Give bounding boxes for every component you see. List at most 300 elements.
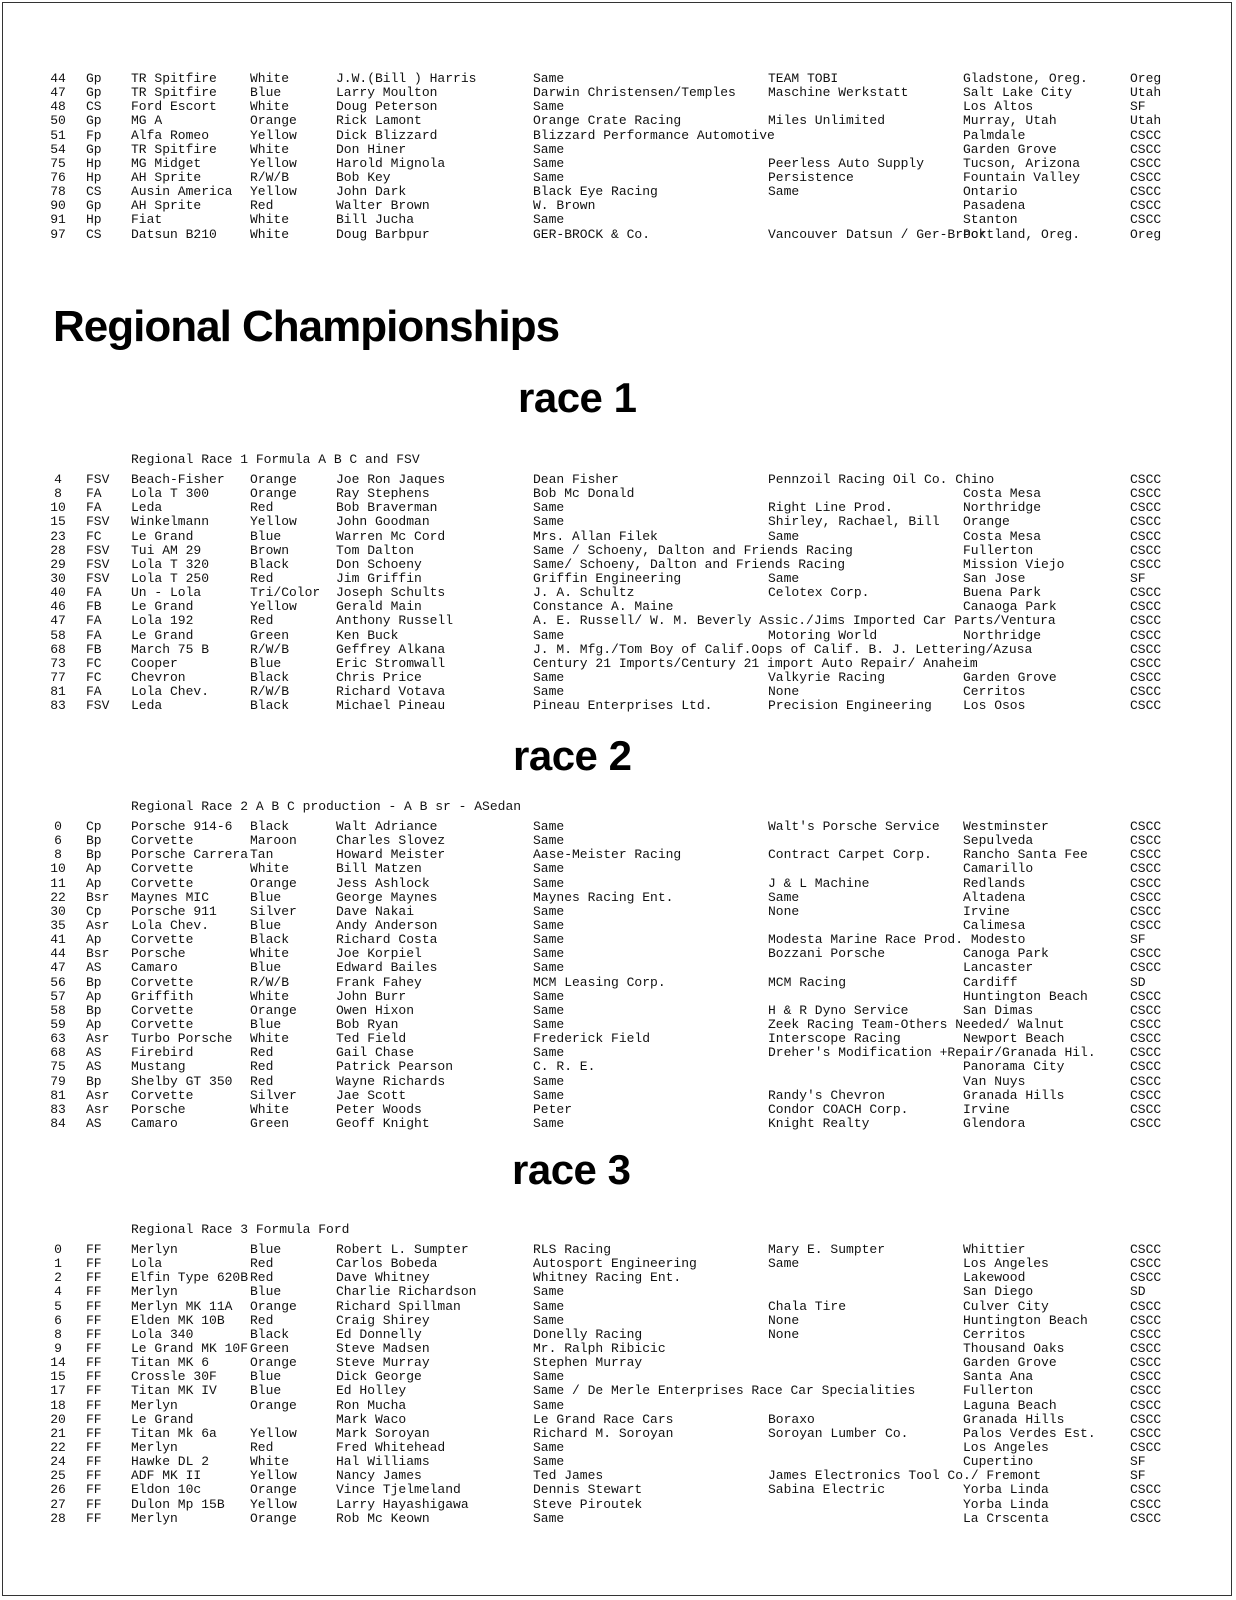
region-cell: CSCC <box>1130 1045 1162 1061</box>
color-cell: Black <box>250 556 290 572</box>
class-cell: FF <box>86 1256 102 1272</box>
car-make-cell: AH Sprite <box>131 169 202 185</box>
region-cell: CSCC <box>1130 141 1162 157</box>
sponsor-cell: Maschine Werkstatt <box>768 85 909 101</box>
city-cell: Cerritos <box>963 1326 1026 1342</box>
class-cell: FF <box>86 1496 102 1512</box>
city-cell: Granada Hills <box>963 1411 1065 1427</box>
sponsor-cell: Same <box>768 528 800 544</box>
table-row <box>0 1004 1236 1018</box>
race-1-subtitle: Regional Race 1 Formula A B C and FSV <box>131 452 420 467</box>
city-cell: Garden Grove <box>963 141 1057 157</box>
entrant-cell: Same <box>533 1002 565 1018</box>
color-cell: Orange <box>250 1298 297 1314</box>
region-cell: CSCC <box>1130 655 1162 671</box>
color-cell: R/W/B <box>250 974 290 990</box>
class-cell: Hp <box>86 155 102 171</box>
entrant-cell: C. R. E. <box>533 1059 596 1075</box>
class-cell: Gp <box>86 71 102 86</box>
sponsor-cell: Pennzoil Racing Oil Co. Chino <box>768 472 995 487</box>
city-cell: Irvine <box>963 1101 1010 1117</box>
table-row <box>0 129 1236 143</box>
entrant-cell: Richard M. Soroyan <box>533 1425 674 1441</box>
entrant-cell: Same/ Schoeny, Dalton and Friends Racing <box>533 556 846 572</box>
driver-cell: Carlos Bobeda <box>336 1256 438 1272</box>
table-row <box>0 1512 1236 1526</box>
table-row <box>0 1356 1236 1370</box>
city-cell: Westminster <box>963 819 1049 834</box>
table-row <box>0 586 1236 600</box>
entry-table-top <box>0 72 1236 242</box>
car-number-cell: 25 <box>50 1468 66 1484</box>
city-cell: Costa Mesa <box>963 528 1042 544</box>
table-row <box>0 947 1236 961</box>
driver-cell: Rick Lamont <box>336 113 422 129</box>
entrant-cell: Stephen Murray <box>533 1355 643 1371</box>
region-cell: CSCC <box>1130 1101 1162 1117</box>
city-cell: Murray, Utah <box>963 113 1057 129</box>
region-cell: CSCC <box>1130 861 1162 877</box>
driver-cell: Jae Scott <box>336 1087 407 1103</box>
entrant-cell: Same <box>533 960 565 976</box>
entrant-cell: Same <box>533 946 565 962</box>
entrant-cell: Same <box>533 71 565 86</box>
table-row <box>0 933 1236 947</box>
driver-cell: Anthony Russell <box>336 613 454 629</box>
car-make-cell: Camaro <box>131 960 178 976</box>
table-row <box>0 629 1236 643</box>
entrant-cell: Mrs. Allan Filek <box>533 528 658 544</box>
color-cell: Blue <box>250 889 282 905</box>
class-cell: FSV <box>86 514 110 530</box>
car-number-cell: 8 <box>54 847 62 863</box>
table-row <box>0 213 1236 227</box>
car-number-cell: 77 <box>50 669 66 685</box>
color-cell: White <box>250 99 290 115</box>
car-number-cell: 46 <box>50 599 66 615</box>
car-make-cell: TR Spitfire <box>131 85 217 101</box>
entrant-cell: Same <box>533 212 565 228</box>
class-cell: Bp <box>86 833 102 849</box>
region-cell: CSCC <box>1130 1115 1162 1131</box>
race-2-subtitle: Regional Race 2 A B C production - A B sr - ASedan <box>131 799 522 814</box>
color-cell: Blue <box>250 85 282 101</box>
driver-cell: Larry Moulton <box>336 85 438 101</box>
table-row <box>0 685 1236 699</box>
class-cell: Hp <box>86 212 102 228</box>
color-cell: Green <box>250 1340 290 1356</box>
driver-cell: Don Schoeny <box>336 556 422 572</box>
car-number-cell: 68 <box>50 1045 66 1061</box>
city-cell: Redlands <box>963 875 1026 891</box>
entrant-cell: Maynes Racing Ent. <box>533 889 674 905</box>
sponsor-cell: Miles Unlimited <box>768 113 886 129</box>
class-cell: FA <box>86 486 102 502</box>
sponsor-cell: MCM Racing <box>768 974 847 990</box>
car-make-cell: Beach-Fisher <box>131 472 225 487</box>
table-row <box>0 1413 1236 1427</box>
city-cell: Gladstone, Oreg. <box>963 71 1088 86</box>
region-cell: CSCC <box>1130 1059 1162 1075</box>
city-cell: Tucson, Arizona <box>963 155 1081 171</box>
entrant-cell: Century 21 Imports/Century 21 import Auto Repair/ Anaheim <box>533 655 978 671</box>
entrant-cell: Same <box>533 1087 565 1103</box>
color-cell: White <box>250 212 290 228</box>
region-cell: CSCC <box>1130 960 1162 976</box>
color-cell: Black <box>250 698 290 714</box>
region-cell: CSCC <box>1130 641 1162 657</box>
driver-cell: Richard Costa <box>336 932 438 948</box>
driver-cell: Jess Ashlock <box>336 875 430 891</box>
color-cell: Yellow <box>250 184 297 200</box>
entrant-cell: Same <box>533 99 565 115</box>
city-cell: Orange <box>963 514 1010 530</box>
color-cell: Tri/Color <box>250 585 321 601</box>
car-number-cell: 40 <box>50 585 66 601</box>
entrant-cell: Same <box>533 1115 565 1131</box>
city-cell: Panorama City <box>963 1059 1065 1075</box>
entrant-cell: Same <box>533 1016 565 1032</box>
car-make-cell: Leda <box>131 698 163 714</box>
car-number-cell: 84 <box>50 1115 66 1131</box>
region-cell: CSCC <box>1130 613 1162 629</box>
color-cell: Black <box>250 1326 290 1342</box>
class-cell: Asr <box>86 1101 110 1117</box>
class-cell: Gp <box>86 113 102 129</box>
entrant-cell: Peter <box>533 1101 573 1117</box>
class-cell: FF <box>86 1482 102 1498</box>
class-cell: FC <box>86 669 102 685</box>
car-number-cell: 81 <box>50 684 66 700</box>
table-row <box>0 86 1236 100</box>
table-row <box>0 185 1236 199</box>
table-row <box>0 1469 1236 1483</box>
region-cell: CSCC <box>1130 155 1162 171</box>
color-cell: Black <box>250 932 290 948</box>
region-cell: CSCC <box>1130 1326 1162 1342</box>
region-cell: CSCC <box>1130 1383 1162 1399</box>
class-cell: FF <box>86 1397 102 1413</box>
city-cell: Newport Beach <box>963 1031 1065 1047</box>
class-cell: FF <box>86 1468 102 1484</box>
class-cell: FF <box>86 1312 102 1328</box>
region-cell: CSCC <box>1130 556 1162 572</box>
region-cell: CSCC <box>1130 1369 1162 1385</box>
driver-cell: Ron Mucha <box>336 1397 407 1413</box>
driver-cell: Dave Whitney <box>336 1270 430 1286</box>
entrant-cell: Same <box>533 1454 565 1470</box>
entrant-cell: Same <box>533 1045 565 1061</box>
city-cell: Fullerton <box>963 1383 1034 1399</box>
city-cell: Yorba Linda <box>963 1496 1049 1512</box>
city-cell: San Jose <box>963 570 1026 586</box>
table-row <box>0 834 1236 848</box>
car-make-cell: Porsche Carrera <box>131 847 249 863</box>
table-row <box>0 1089 1236 1103</box>
city-cell: La Crscenta <box>963 1510 1049 1526</box>
table-row <box>0 820 1236 834</box>
city-cell: Glendora <box>963 1115 1026 1131</box>
region-cell: CSCC <box>1130 528 1162 544</box>
car-number-cell: 58 <box>50 1002 66 1018</box>
class-cell: FF <box>86 1340 102 1356</box>
entrant-cell: Pineau Enterprises Ltd. <box>533 698 713 714</box>
driver-cell: Bob Key <box>336 169 391 185</box>
sponsor-cell: Knight Realty <box>768 1115 870 1131</box>
entrant-cell: Same <box>533 141 565 157</box>
region-cell: CSCC <box>1130 698 1162 714</box>
color-cell: Blue <box>250 1016 282 1032</box>
car-number-cell: 11 <box>50 875 66 891</box>
driver-cell: Frank Fahey <box>336 974 422 990</box>
color-cell: Orange <box>250 1397 297 1413</box>
table-row <box>0 228 1236 242</box>
city-cell: Costa Mesa <box>963 486 1042 502</box>
table-row <box>0 544 1236 558</box>
region-cell: SF <box>1130 1468 1146 1484</box>
car-make-cell: Titan MK IV <box>131 1383 217 1399</box>
city-cell: Ontario <box>963 184 1018 200</box>
sponsor-cell: Interscope Racing <box>768 1031 901 1047</box>
city-cell: Laguna Beach <box>963 1397 1057 1413</box>
class-cell: CS <box>86 99 102 115</box>
region-cell: CSCC <box>1130 1256 1162 1272</box>
car-make-cell: Elden MK 10B <box>131 1312 225 1328</box>
entrant-cell: Frederick Field <box>533 1031 651 1047</box>
region-cell: CSCC <box>1130 833 1162 849</box>
table-row <box>0 1103 1236 1117</box>
driver-cell: Chris Price <box>336 669 422 685</box>
car-number-cell: 29 <box>50 556 66 572</box>
entrant-cell: Whitney Racing Ent. <box>533 1270 682 1286</box>
city-cell: Portland, Oreg. <box>963 226 1081 242</box>
driver-cell: Howard Meister <box>336 847 446 863</box>
driver-cell: Wayne Richards <box>336 1073 446 1089</box>
city-cell: Camarillo <box>963 861 1034 877</box>
driver-cell: Charles Slovez <box>336 833 446 849</box>
city-cell: Fullerton <box>963 542 1034 558</box>
city-cell: Rancho Santa Fee <box>963 847 1088 863</box>
table-row <box>0 1243 1236 1257</box>
car-number-cell: 51 <box>50 127 66 143</box>
city-cell: Lakewood <box>963 1270 1026 1286</box>
table-row <box>0 1257 1236 1271</box>
table-row <box>0 1427 1236 1441</box>
table-row <box>0 1271 1236 1285</box>
region-cell: CSCC <box>1130 627 1162 643</box>
car-make-cell: Corvette <box>131 1002 194 1018</box>
table-row <box>0 1483 1236 1497</box>
class-cell: Hp <box>86 169 102 185</box>
city-cell: Fountain Valley <box>963 169 1081 185</box>
driver-cell: Joe Ron Jaques <box>336 472 446 487</box>
car-number-cell: 30 <box>50 903 66 919</box>
entrant-cell: Same <box>533 833 565 849</box>
sponsor-cell: None <box>768 903 800 919</box>
color-cell: Red <box>250 613 274 629</box>
entrant-cell: Same <box>533 988 565 1004</box>
city-cell: Huntington Beach <box>963 988 1088 1004</box>
class-cell: FF <box>86 1326 102 1342</box>
color-cell: White <box>250 1454 290 1470</box>
car-number-cell: 48 <box>50 99 66 115</box>
table-row <box>0 72 1236 86</box>
driver-cell: Doug Barbpur <box>336 226 430 242</box>
car-number-cell: 68 <box>50 641 66 657</box>
region-cell: CSCC <box>1130 472 1162 487</box>
sponsor-cell: J & L Machine <box>768 875 870 891</box>
entrant-cell: Same <box>533 932 565 948</box>
color-cell: Blue <box>250 1369 282 1385</box>
class-cell: Asr <box>86 1087 110 1103</box>
driver-cell: J.W.(Bill ) Harris <box>336 71 477 86</box>
class-cell: FA <box>86 627 102 643</box>
entrant-cell: Same / De Merle Enterprises Race Car Specialities <box>533 1383 916 1399</box>
region-cell: Utah <box>1130 85 1162 101</box>
class-cell: FF <box>86 1369 102 1385</box>
sponsor-cell: Randy's Chevron <box>768 1087 886 1103</box>
car-make-cell: Lola T 250 <box>131 570 210 586</box>
driver-cell: Walt Adriance <box>336 819 438 834</box>
region-cell: CSCC <box>1130 903 1162 919</box>
city-cell: Culver City <box>963 1298 1049 1314</box>
car-make-cell: Winkelmann <box>131 514 210 530</box>
sponsor-cell: Modesta Marine Race Prod. Modesto <box>768 932 1026 948</box>
table-row <box>0 657 1236 671</box>
car-number-cell: 78 <box>50 184 66 200</box>
color-cell: Black <box>250 669 290 685</box>
city-cell: Thousand Oaks <box>963 1340 1065 1356</box>
car-number-cell: 1 <box>54 1256 62 1272</box>
class-cell: FF <box>86 1270 102 1286</box>
car-number-cell: 54 <box>50 141 66 157</box>
car-make-cell: Ford Escort <box>131 99 217 115</box>
city-cell: Van Nuys <box>963 1073 1026 1089</box>
car-make-cell: Chevron <box>131 669 186 685</box>
table-row <box>0 199 1236 213</box>
table-row <box>0 1384 1236 1398</box>
region-cell: CSCC <box>1130 1031 1162 1047</box>
driver-cell: Gail Chase <box>336 1045 415 1061</box>
car-make-cell: Porsche 914-6 <box>131 819 233 834</box>
driver-cell: John Burr <box>336 988 407 1004</box>
region-cell: SF <box>1130 570 1146 586</box>
region-cell: CSCC <box>1130 684 1162 700</box>
entrant-cell: Griffin Engineering <box>533 570 682 586</box>
driver-cell: Jim Griffin <box>336 570 422 586</box>
driver-cell: Dick George <box>336 1369 422 1385</box>
driver-cell: Ray Stephens <box>336 486 430 502</box>
car-make-cell: Merlyn <box>131 1397 178 1413</box>
car-make-cell: Le Grand <box>131 1411 194 1427</box>
car-make-cell: TR Spitfire <box>131 71 217 86</box>
car-make-cell: Griffith <box>131 988 194 1004</box>
driver-cell: Rob Mc Keown <box>336 1510 430 1526</box>
sponsor-cell: Walt's Porsche Service <box>768 819 940 834</box>
color-cell: Red <box>250 1439 274 1455</box>
entrant-cell: Donelly Racing <box>533 1326 643 1342</box>
color-cell: Yellow <box>250 1425 297 1441</box>
sponsor-cell: Dreher's Modification +Repair/Granada Hil. <box>768 1045 1096 1061</box>
class-cell: FF <box>86 1411 102 1427</box>
entrant-cell: Same <box>533 1510 565 1526</box>
region-cell: CSCC <box>1130 917 1162 933</box>
region-cell: CSCC <box>1130 1340 1162 1356</box>
table-row <box>0 1370 1236 1384</box>
table-row <box>0 614 1236 628</box>
color-cell: Silver <box>250 903 297 919</box>
car-number-cell: 26 <box>50 1482 66 1498</box>
car-make-cell: Cooper <box>131 655 178 671</box>
class-cell: Bsr <box>86 946 110 962</box>
city-cell: Pasadena <box>963 198 1026 214</box>
color-cell: Red <box>250 1312 274 1328</box>
class-cell: FA <box>86 684 102 700</box>
region-cell: CSCC <box>1130 669 1162 685</box>
car-make-cell: Mustang <box>131 1059 186 1075</box>
region-cell: CSCC <box>1130 599 1162 615</box>
region-cell: CSCC <box>1130 212 1162 228</box>
entrant-cell: Autosport Engineering <box>533 1256 697 1272</box>
car-number-cell: 83 <box>50 1101 66 1117</box>
color-cell: Brown <box>250 542 290 558</box>
class-cell: FSV <box>86 472 110 487</box>
table-row <box>0 1455 1236 1469</box>
table-row <box>0 990 1236 1004</box>
driver-cell: Walter Brown <box>336 198 430 214</box>
car-make-cell: March 75 B <box>131 641 210 657</box>
city-cell: Santa Ana <box>963 1369 1034 1385</box>
sponsor-cell: H & R Dyno Service <box>768 1002 909 1018</box>
sponsor-cell: Bozzani Porsche <box>768 946 886 962</box>
entrant-cell: Same <box>533 1312 565 1328</box>
table-row <box>0 1117 1236 1131</box>
table-row <box>0 671 1236 685</box>
color-cell: Red <box>250 198 274 214</box>
color-cell: Yellow <box>250 1468 297 1484</box>
region-cell: CSCC <box>1130 847 1162 863</box>
region-cell: CSCC <box>1130 1355 1162 1371</box>
city-cell: San Diego <box>963 1284 1034 1300</box>
region-cell: CSCC <box>1130 500 1162 516</box>
car-number-cell: 18 <box>50 1397 66 1413</box>
car-make-cell: Shelby GT 350 <box>131 1073 233 1089</box>
car-make-cell: AH Sprite <box>131 198 202 214</box>
car-make-cell: Tui AM 29 <box>131 542 202 558</box>
car-number-cell: 14 <box>50 1355 66 1371</box>
driver-cell: Peter Woods <box>336 1101 422 1117</box>
car-number-cell: 97 <box>50 226 66 242</box>
table-row <box>0 1498 1236 1512</box>
car-make-cell: Corvette <box>131 1087 194 1103</box>
color-cell: Blue <box>250 1284 282 1300</box>
region-cell: CSCC <box>1130 585 1162 601</box>
class-cell: Bp <box>86 974 102 990</box>
class-cell: Bsr <box>86 889 110 905</box>
region-cell: CSCC <box>1130 889 1162 905</box>
driver-cell: Craig Shirey <box>336 1312 430 1328</box>
car-number-cell: 8 <box>54 486 62 502</box>
class-cell: Cp <box>86 819 102 834</box>
table-row <box>0 1300 1236 1314</box>
class-cell: Cp <box>86 903 102 919</box>
sponsor-cell: Sabina Electric <box>768 1482 886 1498</box>
region-cell: CSCC <box>1130 1298 1162 1314</box>
color-cell: Green <box>250 627 290 643</box>
region-cell: CSCC <box>1130 988 1162 1004</box>
driver-cell: Harold Mignola <box>336 155 446 171</box>
car-make-cell: Corvette <box>131 1016 194 1032</box>
